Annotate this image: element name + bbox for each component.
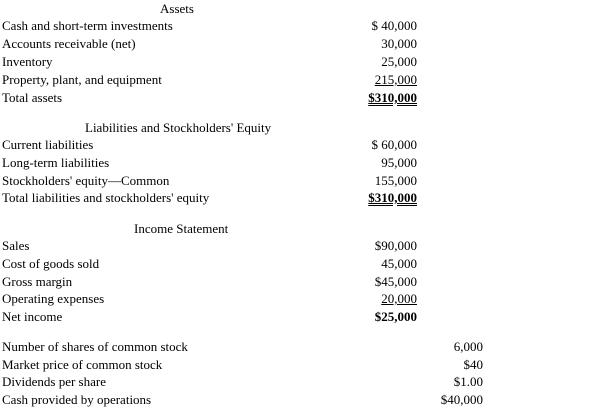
total-liabilities-equity-label: Total liabilities and stockholders' equity <box>2 190 210 205</box>
total-assets-value: $310,000 <box>368 90 417 105</box>
dividends-label: Dividends per share <box>2 374 106 389</box>
current-liabilities-value: $ 60,000 <box>371 137 417 152</box>
stockholders-equity-label: Stockholders' equity—Common <box>2 173 170 188</box>
ppe-value: 215,000 <box>374 72 417 87</box>
gross-margin-label: Gross margin <box>2 274 73 289</box>
cogs-label: Cost of goods sold <box>2 256 100 271</box>
net-income-value: $25,000 <box>374 309 417 324</box>
sales-label: Sales <box>2 238 30 253</box>
inventory-label: Inventory <box>2 54 53 69</box>
current-liabilities-label: Current liabilities <box>2 137 94 152</box>
inventory-value: 25,000 <box>381 54 417 69</box>
cash-operations-value: $40,000 <box>440 392 483 407</box>
operating-expenses-value: 20,000 <box>381 291 417 306</box>
assets-heading: Assets <box>160 1 194 16</box>
gross-margin-value: $45,000 <box>374 274 417 289</box>
operating-expenses-label: Operating expenses <box>2 291 105 306</box>
net-income-label: Net income <box>2 309 63 324</box>
market-price-label: Market price of common stock <box>2 357 163 372</box>
cash-operations-label: Cash provided by operations <box>2 392 152 407</box>
cash-value: $ 40,000 <box>371 18 417 33</box>
sales-value: $90,000 <box>374 238 417 253</box>
cash-label: Cash and short-term investments <box>2 18 173 33</box>
accounts-receivable-label: Accounts receivable (net) <box>2 36 136 51</box>
long-term-liabilities-value: 95,000 <box>381 155 417 170</box>
accounts-receivable-value: 30,000 <box>381 36 417 51</box>
stockholders-equity-value: 155,000 <box>374 173 417 188</box>
total-liabilities-equity-value: $310,000 <box>368 190 417 205</box>
shares-value: 6,000 <box>453 339 483 354</box>
dividends-value: $1.00 <box>453 374 483 389</box>
cogs-value: 45,000 <box>381 256 417 271</box>
market-price-value: $40 <box>463 357 483 372</box>
total-assets-label: Total assets <box>2 90 63 105</box>
income-statement-heading: Income Statement <box>134 221 229 236</box>
shares-label: Number of shares of common stock <box>2 339 188 354</box>
long-term-liabilities-label: Long-term liabilities <box>2 155 110 170</box>
liabilities-heading: Liabilities and Stockholders' Equity <box>85 120 272 135</box>
ppe-label: Property, plant, and equipment <box>2 72 162 87</box>
